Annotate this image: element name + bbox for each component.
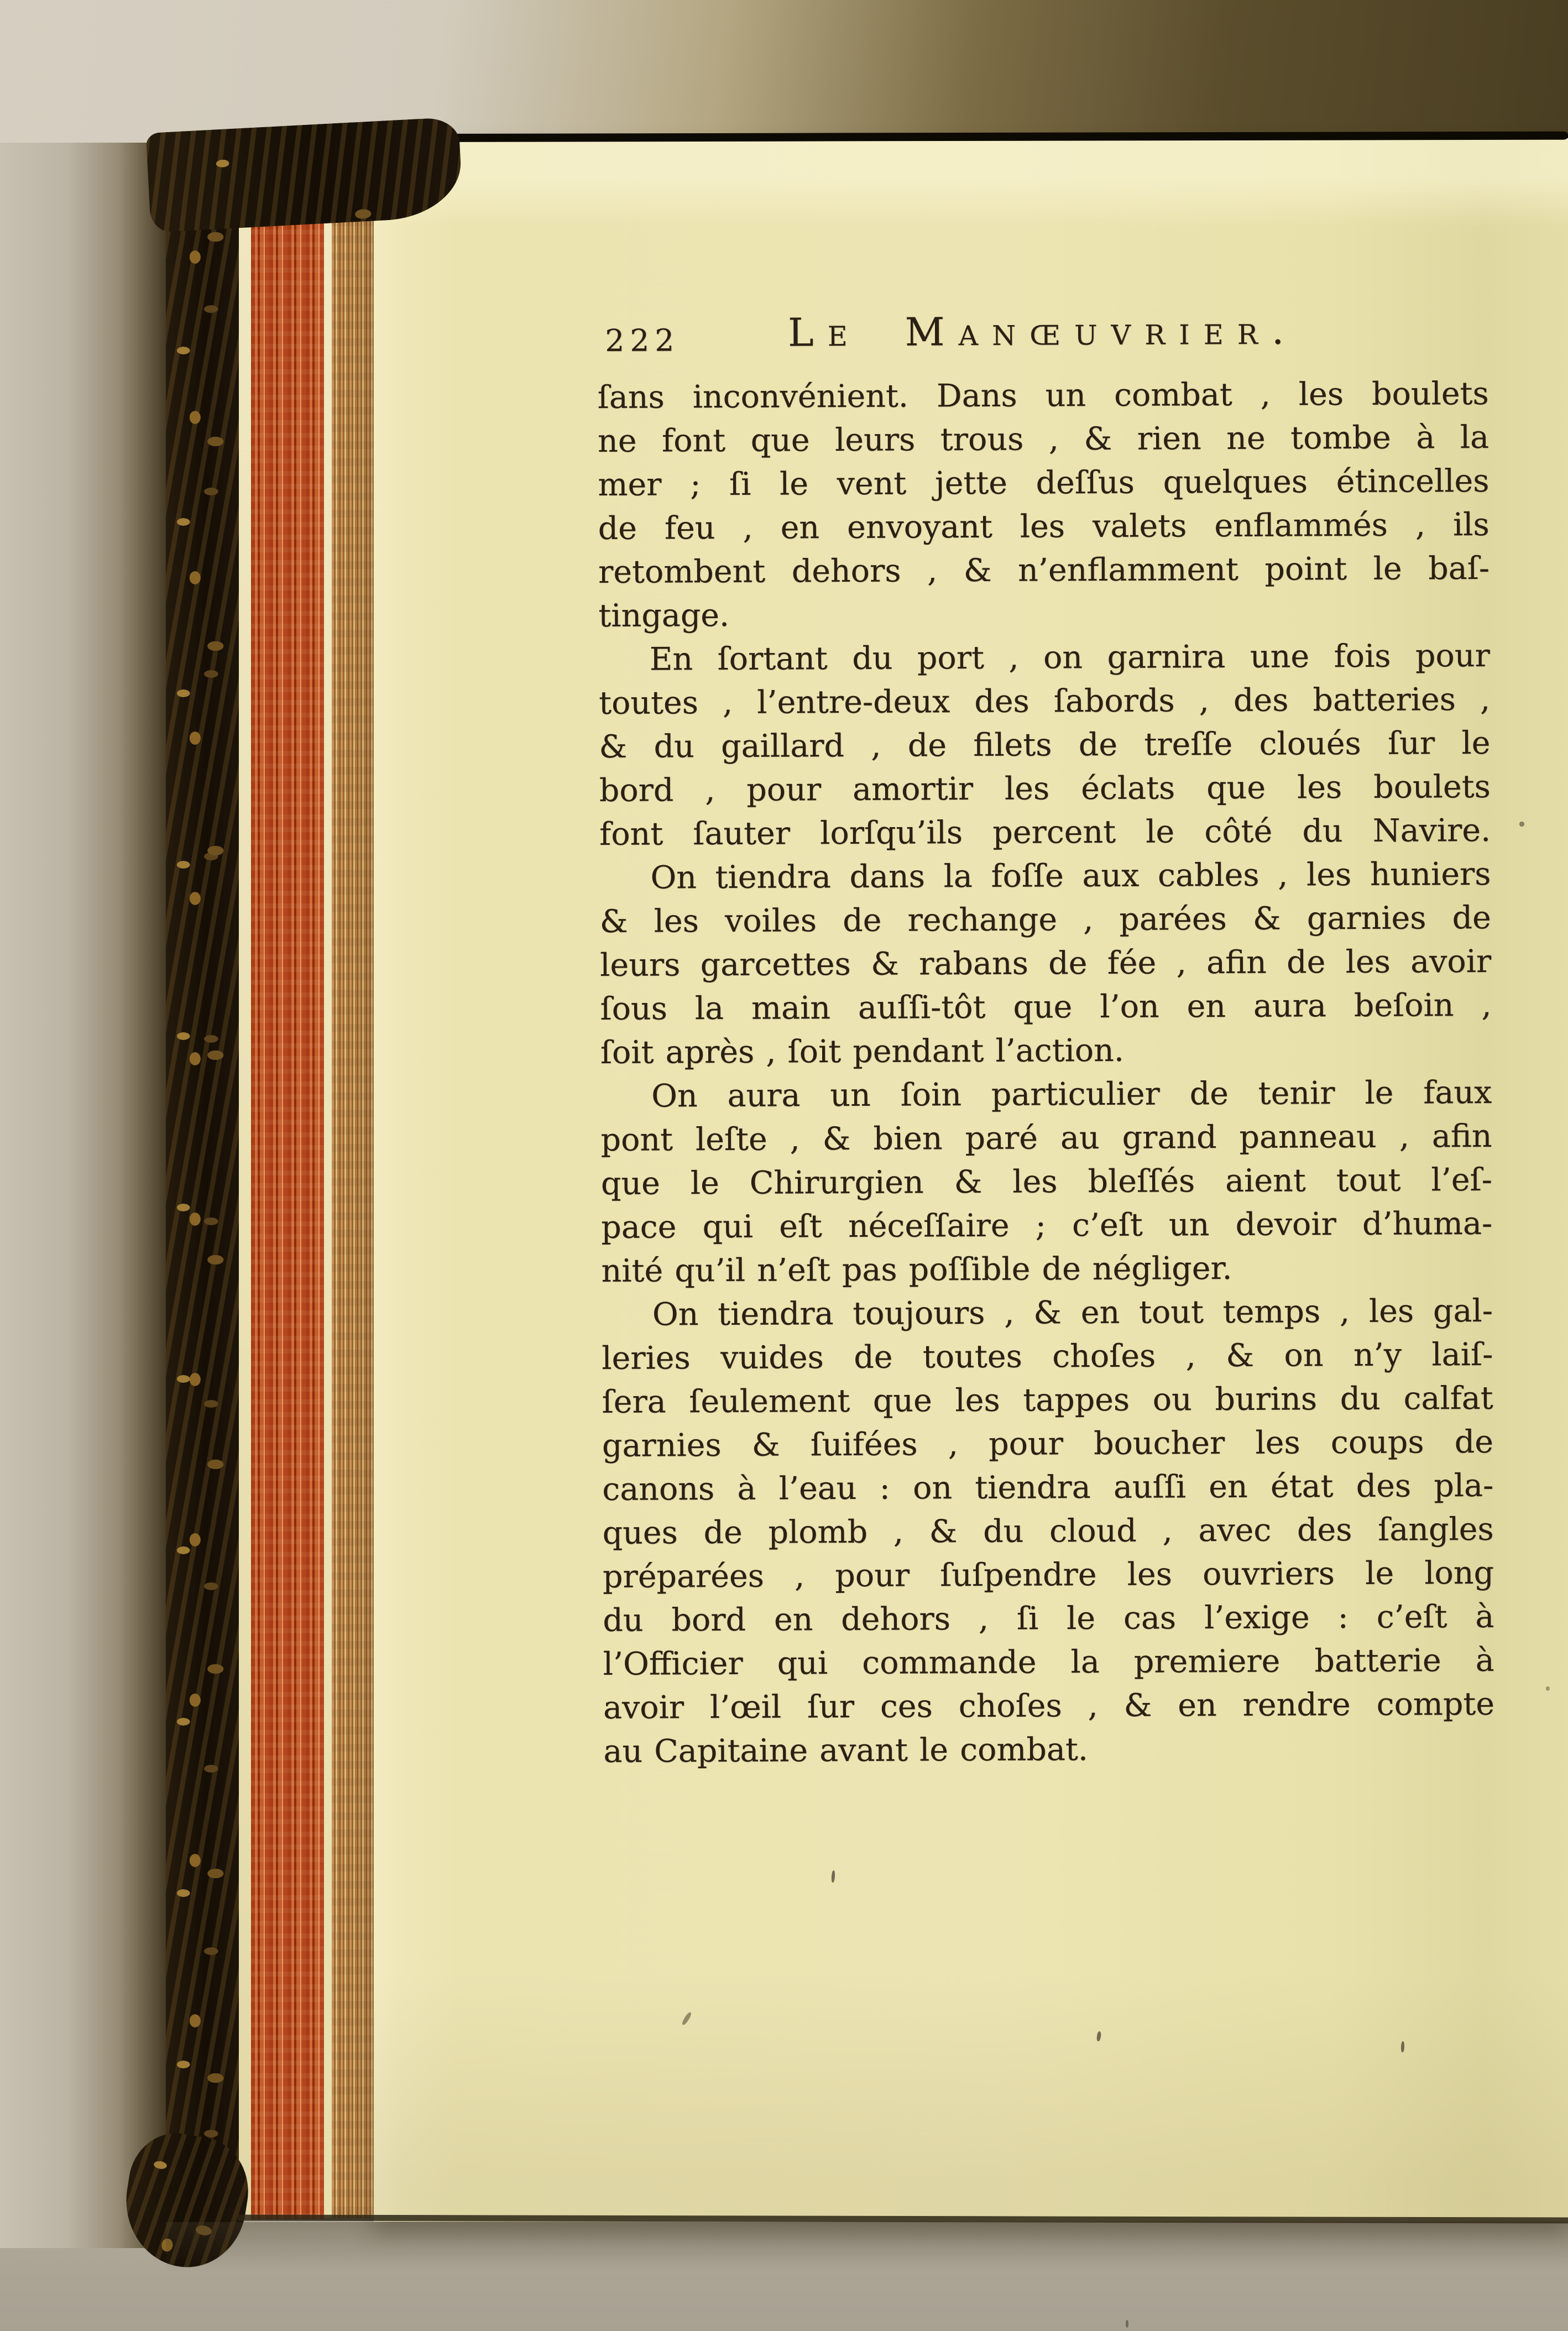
dust-speck — [1401, 2041, 1405, 2052]
dust-speck — [1126, 2320, 1128, 2328]
text-line: mer ; ſi le vent jette deſſus quelques étincelles — [598, 462, 1489, 503]
dust-speck — [1546, 1686, 1550, 1691]
table-shadow-left — [0, 143, 191, 2248]
text-line: bord , pour amortir les éclats que les boulets — [599, 768, 1491, 809]
text-line: On tiendra toujours , & en tout temps , les gal- — [652, 1292, 1493, 1333]
running-title: Le Manœuvrier. — [787, 307, 1298, 356]
dust-speck — [1519, 822, 1524, 827]
text-line: On aura un ſoin particulier de tenir le faux — [651, 1074, 1492, 1115]
text-line: ſoit après , ſoit pendant l’action. — [600, 1032, 1125, 1071]
text-line: nité qu’il n’eſt pas poſſible de négliger. — [601, 1250, 1232, 1289]
text-line: de feu , en envoyant les valets enflammés , ils — [598, 506, 1489, 547]
text-line: On tiendra dans la foſſe aux cables , les huniers — [650, 855, 1491, 896]
body-text — [598, 372, 1495, 1774]
text-line: l’Officier qui commande la premiere batterie à — [603, 1642, 1494, 1682]
text-line: ne font que leurs trous , & rien ne tombe à la — [597, 419, 1489, 459]
text-line: canons à l’eau : on tiendra auſſi en état des pla- — [602, 1467, 1494, 1508]
book-page — [374, 138, 1568, 2222]
book-cast-shadow — [166, 2222, 1568, 2272]
text-line: font ſauter lorſqu’ils percent le côté du Navire. — [599, 812, 1491, 853]
text-line: avoir l’œil ſur ces choſes , & en rendre compte — [603, 1685, 1495, 1726]
text-line: En ſortant du port , on garnira une fois pour — [649, 637, 1490, 678]
text-line: au Capitaine avant le combat. — [603, 1731, 1089, 1770]
text-line: pont leſte , & bien paré au grand panneau , afin — [600, 1117, 1492, 1158]
text-line: garnies & ſuifées , pour boucher les coups de — [602, 1423, 1494, 1464]
text-line: toutes , l’entre-deux des ſabords , des batteries , — [598, 681, 1491, 722]
text-line: & les voiles de rechange , parées & garnies de — [599, 899, 1491, 940]
text-line: leries vuides de toutes choſes , & on n’y laiſ- — [602, 1336, 1493, 1377]
text-line: ſans inconvénient. Dans un combat , les boulets — [597, 375, 1489, 416]
text-line: du bord en dehors , ſi le cas l’exige : c’eſt à — [603, 1598, 1494, 1639]
text-line: retombent dehors , & n’enflamment point le baſ- — [598, 550, 1490, 590]
text-line: & du gaillard , de filets de treſſe cloués ſur le — [599, 724, 1491, 765]
text-line: pace qui eſt néceſſaire ; c’eſt un devoir d’huma- — [601, 1205, 1493, 1246]
page-block-gap — [239, 166, 251, 2220]
book-cover-edge — [166, 145, 239, 2225]
text-line: que le Chirurgien & les bleſſés aient tout l’eſ- — [600, 1161, 1493, 1202]
dust-speck — [831, 1870, 835, 1883]
text-line: ques de plomb , & du cloud , avec des ſangles — [602, 1511, 1494, 1551]
page-number: 222 — [605, 322, 680, 358]
page-block-gap — [324, 167, 332, 2218]
dust-speck — [681, 2011, 693, 2026]
text-line: ſous la main auſſi-tôt que l’on en aura beſoin , — [600, 986, 1492, 1027]
scanner-shadow-top — [0, 0, 1568, 145]
printed-content — [597, 306, 1495, 1774]
text-line: ſera ſeulement que les tappes ou burins du calfat — [602, 1379, 1493, 1420]
fore-edge-red-pages — [251, 166, 324, 2219]
fore-edge-tan-pages — [332, 167, 374, 2218]
dust-speck — [1096, 2031, 1101, 2042]
running-header — [597, 306, 1489, 376]
text-line: préparées , pour ſuſpendre les ouvriers le long — [602, 1554, 1494, 1595]
text-line: leurs garcettes & rabans de fée , afin de les avoir — [600, 943, 1492, 984]
text-line: tingage. — [598, 597, 730, 634]
